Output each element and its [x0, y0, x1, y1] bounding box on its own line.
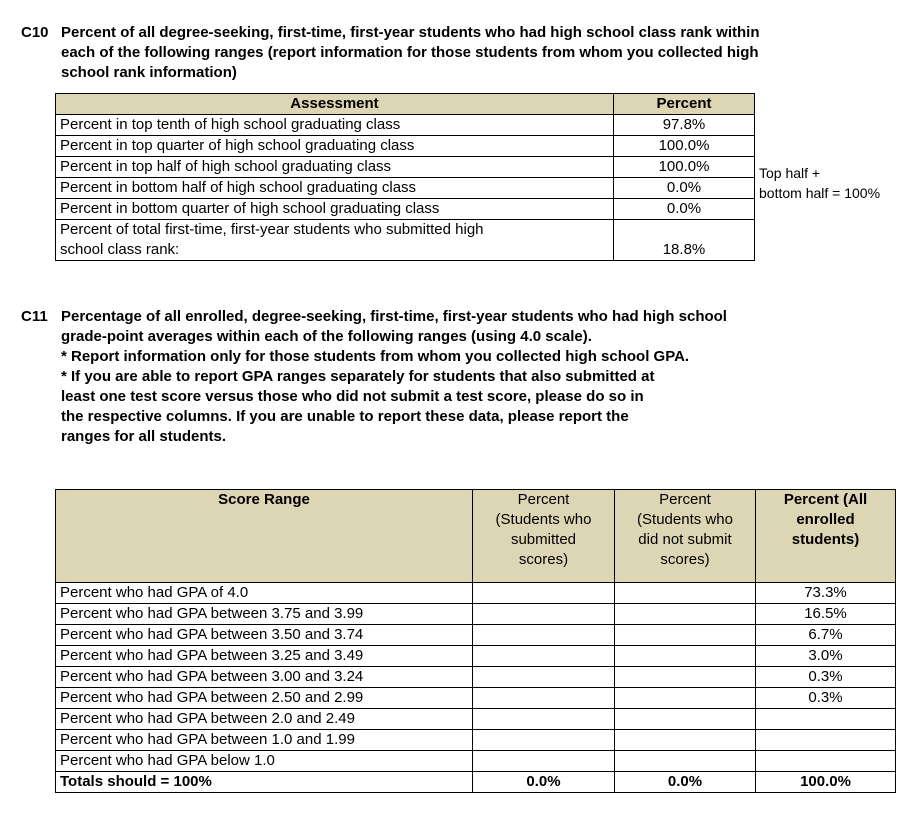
row-value: 97.8%	[614, 115, 755, 136]
row-not-submitted	[615, 709, 756, 730]
row-submitted	[473, 688, 615, 709]
header-line: students)	[791, 531, 860, 548]
gpa-range-table	[55, 489, 896, 793]
table-row	[56, 220, 755, 261]
section-heading-c10	[61, 23, 760, 83]
heading-line: ranges for all students.	[61, 428, 227, 445]
table-row	[56, 583, 896, 604]
header-line: submitted	[510, 531, 577, 548]
row-label-line: Percent of total first-time, first-year students who submitted high	[60, 221, 484, 238]
table-row	[56, 646, 896, 667]
top-bottom-note	[759, 163, 880, 203]
row-all: 3.0%	[756, 646, 896, 667]
heading-line: Percentage of all enrolled, degree-seeking, first-time, first-year students who had high school	[61, 308, 727, 325]
header-line: scores)	[660, 551, 710, 568]
heading-line: Percent of all degree-seeking, first-time, first-year students who had high school class rank within	[61, 24, 760, 41]
column-header-percent: Percent	[614, 94, 755, 115]
header-line: Percent (All	[783, 491, 868, 508]
section-code-c11: C11	[21, 308, 48, 325]
totals-label: Totals should = 100%	[56, 772, 473, 793]
table-row	[56, 730, 896, 751]
section-code-c10: C10	[21, 24, 49, 41]
row-not-submitted	[615, 667, 756, 688]
row-value: 0.0%	[614, 178, 755, 199]
row-not-submitted	[615, 583, 756, 604]
row-submitted	[473, 730, 615, 751]
table-row	[56, 157, 755, 178]
row-submitted	[473, 583, 615, 604]
row-all: 6.7%	[756, 625, 896, 646]
heading-line: each of the following ranges (report information for those students from whom you collected high	[61, 44, 759, 61]
table-row	[56, 688, 896, 709]
heading-line: * Report information only for those students from whom you collected high school GPA.	[61, 348, 690, 365]
row-value: 0.0%	[614, 199, 755, 220]
header-line: did not submit	[638, 531, 732, 548]
row-value: 18.8%	[614, 220, 755, 261]
column-header-not-submitted	[615, 490, 756, 583]
table-row	[56, 751, 896, 772]
row-all: 0.3%	[756, 667, 896, 688]
row-label: Percent who had GPA between 3.25 and 3.49	[56, 646, 473, 667]
table-row	[56, 604, 896, 625]
row-label: Percent who had GPA between 3.75 and 3.99	[56, 604, 473, 625]
row-submitted	[473, 751, 615, 772]
row-label: Percent in bottom quarter of high school graduating class	[56, 199, 614, 220]
row-all	[756, 751, 896, 772]
header-line: (Students who	[495, 511, 592, 528]
header-line: Percent	[517, 491, 570, 508]
header-line: enrolled	[796, 511, 855, 528]
row-not-submitted	[615, 646, 756, 667]
row-all	[756, 709, 896, 730]
table-header-row	[56, 490, 896, 583]
row-submitted	[473, 709, 615, 730]
row-label: Percent in bottom half of high school graduating class	[56, 178, 614, 199]
row-label: Percent in top tenth of high school graduating class	[56, 115, 614, 136]
row-submitted	[473, 604, 615, 625]
table-row	[56, 136, 755, 157]
row-all	[756, 730, 896, 751]
row-not-submitted	[615, 688, 756, 709]
row-label: Percent in top half of high school graduating class	[56, 157, 614, 178]
column-header-score-range: Score Range	[56, 490, 473, 583]
row-all: 73.3%	[756, 583, 896, 604]
row-all: 0.3%	[756, 688, 896, 709]
heading-line: least one test score versus those who did not submit a test score, please do so in	[61, 388, 644, 405]
header-line: Percent	[659, 491, 711, 508]
row-label: Percent who had GPA between 1.0 and 1.99	[56, 730, 473, 751]
table-row	[56, 709, 896, 730]
totals-not-submitted: 0.0%	[615, 772, 756, 793]
row-submitted	[473, 646, 615, 667]
table-row	[56, 199, 755, 220]
row-label: Percent who had GPA between 3.00 and 3.24	[56, 667, 473, 688]
row-value: 100.0%	[614, 157, 755, 178]
row-label-line: school class rank:	[60, 241, 180, 258]
header-line: scores)	[518, 551, 569, 568]
row-not-submitted	[615, 625, 756, 646]
row-label	[56, 220, 614, 261]
totals-submitted: 0.0%	[473, 772, 615, 793]
totals-row	[56, 772, 896, 793]
totals-all: 100.0%	[756, 772, 896, 793]
table-row	[56, 667, 896, 688]
row-submitted	[473, 625, 615, 646]
note-line: Top half +	[759, 165, 821, 181]
header-line: (Students who	[637, 511, 733, 528]
table-row	[56, 115, 755, 136]
heading-line: school rank information)	[61, 64, 237, 81]
row-label: Percent in top quarter of high school graduating class	[56, 136, 614, 157]
row-submitted	[473, 667, 615, 688]
heading-line: grade-point averages within each of the following ranges (using 4.0 scale).	[61, 328, 592, 345]
row-label: Percent who had GPA between 2.50 and 2.99	[56, 688, 473, 709]
row-value: 100.0%	[614, 136, 755, 157]
row-label: Percent who had GPA between 2.0 and 2.49	[56, 709, 473, 730]
column-header-assessment: Assessment	[56, 94, 614, 115]
table-header-row	[56, 94, 755, 115]
table-row	[56, 178, 755, 199]
section-heading-c11	[61, 307, 727, 447]
column-header-all	[756, 490, 896, 583]
table-row	[56, 625, 896, 646]
class-rank-table	[55, 93, 755, 261]
row-label: Percent who had GPA below 1.0	[56, 751, 473, 772]
row-all: 16.5%	[756, 604, 896, 625]
row-not-submitted	[615, 730, 756, 751]
row-not-submitted	[615, 604, 756, 625]
heading-line: the respective columns. If you are unable to report these data, please report the	[61, 408, 629, 425]
note-line: bottom half = 100%	[759, 185, 881, 201]
column-header-submitted	[473, 490, 615, 583]
row-not-submitted	[615, 751, 756, 772]
heading-line: * If you are able to report GPA ranges separately for students that also submitted at	[61, 368, 655, 385]
row-label: Percent who had GPA of 4.0	[56, 583, 473, 604]
row-label: Percent who had GPA between 3.50 and 3.74	[56, 625, 473, 646]
